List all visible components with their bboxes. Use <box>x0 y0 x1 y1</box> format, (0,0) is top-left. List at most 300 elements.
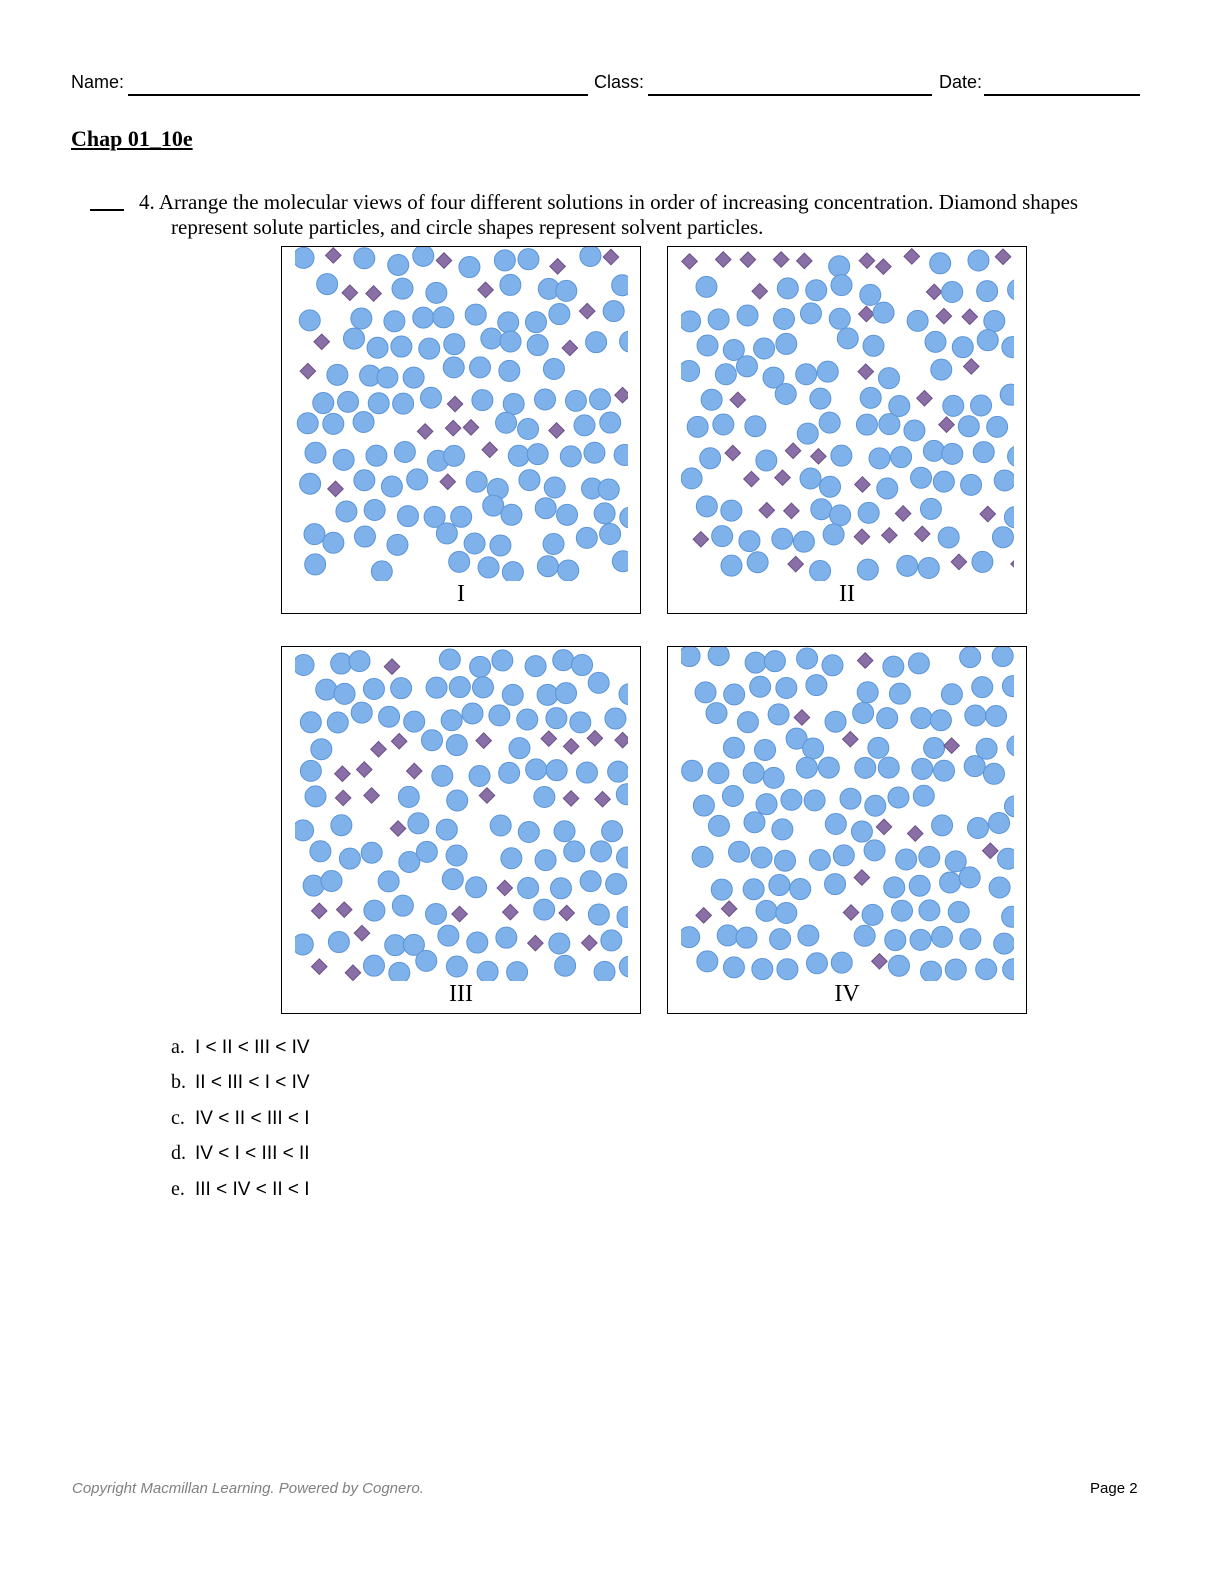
solute-diamond <box>587 730 603 746</box>
solute-diamond <box>562 340 578 356</box>
solvent-circle <box>1008 279 1014 300</box>
solvent-circle <box>339 848 360 869</box>
solvent-circle <box>441 710 462 731</box>
solvent-circle <box>869 448 890 469</box>
solvent-circle <box>1002 906 1014 927</box>
solvent-circle <box>299 310 320 331</box>
solvent-circle <box>961 474 982 495</box>
solvent-circle <box>549 304 570 325</box>
solvent-circle <box>549 933 570 954</box>
solvent-circle <box>433 307 454 328</box>
solvent-circle <box>384 311 405 332</box>
solute-diamond <box>939 417 955 433</box>
solute-diamond <box>541 731 557 747</box>
solvent-circle <box>327 364 348 385</box>
solute-diamond <box>452 906 468 922</box>
solvent-circle <box>737 305 758 326</box>
solvent-circle <box>328 932 349 953</box>
solvent-circle <box>605 708 626 729</box>
solvent-circle <box>756 794 777 815</box>
question-text-line2: represent solute particles, and circle shapes represent solvent particles. <box>171 215 764 239</box>
solvent-circle <box>518 821 539 842</box>
solvent-circle <box>770 929 791 950</box>
solvent-circle <box>436 819 457 840</box>
solvent-circle <box>416 950 437 971</box>
solvent-circle <box>860 387 881 408</box>
solvent-circle <box>407 469 428 490</box>
solute-diamond <box>744 471 760 487</box>
solute-diamond <box>696 908 712 924</box>
solute-diamond <box>479 788 495 804</box>
solvent-circle <box>923 440 944 461</box>
date-field[interactable] <box>984 94 1140 96</box>
question-text-line1: Arrange the molecular views of four different solutions in order of increasing concentration. Diamond shapes <box>158 190 1079 214</box>
solvent-circle <box>723 737 744 758</box>
solvent-circle <box>391 336 412 357</box>
solvent-circle <box>586 332 607 353</box>
solvent-circle <box>896 849 917 870</box>
molecular-view-panel <box>281 246 641 614</box>
solvent-circle <box>316 679 337 700</box>
solute-diamond <box>335 766 351 782</box>
solvent-circle <box>343 328 364 349</box>
solvent-circle <box>392 278 413 299</box>
solvent-circle <box>499 762 520 783</box>
solvent-circle <box>338 391 359 412</box>
solvent-circle <box>692 846 713 867</box>
solvent-circle <box>594 503 615 524</box>
solvent-circle <box>379 706 400 727</box>
solvent-circle <box>800 468 821 489</box>
solvent-circle <box>737 712 758 733</box>
solvent-circle <box>708 815 729 836</box>
solvent-circle <box>496 927 517 948</box>
solvent-circle <box>331 653 352 674</box>
solvent-circle <box>983 763 1004 784</box>
molecular-view-panel <box>667 646 1027 1014</box>
solvent-circle <box>777 959 798 980</box>
solute-diamond <box>528 935 544 951</box>
solvent-circle <box>775 850 796 871</box>
solvent-circle <box>363 955 384 976</box>
solvent-circle <box>336 501 357 522</box>
solute-diamond <box>391 734 407 750</box>
solvent-circle <box>865 795 886 816</box>
solute-diamond <box>445 420 461 436</box>
solvent-circle <box>603 301 624 322</box>
solvent-circle <box>776 677 797 698</box>
solvent-circle <box>472 677 493 698</box>
solute-diamond <box>963 359 979 375</box>
solvent-circle <box>724 684 745 705</box>
solvent-circle <box>535 389 556 410</box>
solvent-circle <box>938 527 959 548</box>
solvent-circle <box>931 359 952 380</box>
solute-diamond <box>843 731 859 747</box>
solvent-circle <box>464 533 485 554</box>
solvent-circle <box>620 507 628 528</box>
solvent-circle <box>361 842 382 863</box>
solvent-circle <box>449 677 470 698</box>
solvent-circle <box>736 356 757 377</box>
solvent-circle <box>711 879 732 900</box>
solute-diamond <box>725 445 741 461</box>
solvent-circle <box>483 495 504 516</box>
solvent-circle <box>986 706 1007 727</box>
solvent-circle <box>295 934 313 955</box>
solvent-circle <box>857 559 878 580</box>
solvent-circle <box>681 468 702 489</box>
solute-diamond <box>682 254 698 270</box>
solvent-circle <box>854 925 875 946</box>
solvent-circle <box>825 814 846 835</box>
solvent-circle <box>910 929 931 950</box>
solvent-circle <box>404 711 425 732</box>
answer-option-d[interactable] <box>171 1142 310 1165</box>
solute-diamond <box>951 554 967 570</box>
option-text: IV < I < III < II <box>195 1143 310 1164</box>
solvent-circle <box>888 955 909 976</box>
solvent-circle <box>466 877 487 898</box>
solvent-circle <box>800 303 821 324</box>
solute-diamond <box>1011 556 1014 572</box>
solvent-circle <box>467 932 488 953</box>
solvent-circle <box>544 477 565 498</box>
solvent-circle <box>695 682 716 703</box>
solvent-circle <box>885 930 906 951</box>
solute-diamond <box>858 364 874 380</box>
solute-diamond <box>936 308 952 324</box>
solvent-circle <box>696 276 717 297</box>
solvent-circle <box>470 656 491 677</box>
solvent-circle <box>992 527 1013 548</box>
solute-diamond <box>497 880 513 896</box>
solvent-circle <box>977 281 998 302</box>
solvent-circle <box>331 815 352 836</box>
answer-option-e[interactable] <box>171 1178 310 1201</box>
solvent-circle <box>820 476 841 497</box>
solvent-circle <box>773 309 794 330</box>
chapter-title: Chap 01_10e <box>71 126 193 151</box>
panel-label: I <box>457 581 465 607</box>
solvent-circle <box>444 334 465 355</box>
footer-copyright: Copyright Macmillan Learning. Powered by Cognero. <box>72 1480 424 1497</box>
solvent-circle <box>574 415 595 436</box>
solvent-circle <box>919 900 940 921</box>
solvent-circle <box>721 500 742 521</box>
answer-option-a[interactable] <box>171 1036 310 1059</box>
solvent-circle <box>509 738 530 759</box>
solvent-circle <box>706 703 727 724</box>
solvent-circle <box>588 672 609 693</box>
solvent-circle <box>911 708 932 729</box>
answer-blank[interactable] <box>90 209 124 211</box>
solvent-circle <box>297 413 318 434</box>
solvent-circle <box>736 927 757 948</box>
solvent-circle <box>449 551 470 572</box>
solvent-circle <box>426 282 447 303</box>
solvent-circle <box>972 677 993 698</box>
solute-diamond <box>300 363 316 379</box>
molecular-view-image <box>295 647 628 981</box>
solvent-circle <box>310 841 331 862</box>
solvent-circle <box>693 795 714 816</box>
solvent-circle <box>537 684 558 705</box>
solvent-circle <box>908 653 929 674</box>
solute-diamond <box>311 903 327 919</box>
molecular-view-panel <box>667 246 1027 614</box>
solvent-circle <box>466 471 487 492</box>
solvent-circle <box>797 423 818 444</box>
solute-diamond <box>962 309 978 325</box>
option-text: IV < II < III < I <box>195 1108 310 1129</box>
solvent-circle <box>967 817 988 838</box>
solvent-circle <box>772 819 793 840</box>
solvent-circle <box>490 815 511 836</box>
solvent-circle <box>556 280 577 301</box>
solvent-circle <box>477 961 498 981</box>
solvent-circle <box>503 393 524 414</box>
solute-diamond <box>715 252 731 268</box>
solute-diamond <box>366 286 382 302</box>
solute-diamond <box>788 556 804 572</box>
solvent-circle <box>743 879 764 900</box>
solvent-circle <box>492 650 513 671</box>
solvent-circle <box>519 470 540 491</box>
molecular-view-panel <box>281 646 641 1014</box>
question-text <box>139 190 1079 215</box>
solvent-circle <box>994 470 1014 491</box>
solvent-circle <box>806 280 827 301</box>
solvent-circle <box>525 312 546 333</box>
solvent-circle <box>776 902 797 923</box>
solvent-circle <box>413 307 434 328</box>
solvent-circle <box>354 526 375 547</box>
solvent-circle <box>385 935 406 956</box>
solute-diamond <box>326 248 342 264</box>
answer-option-c[interactable] <box>171 1107 310 1130</box>
solvent-circle <box>498 312 519 333</box>
solute-diamond <box>944 738 960 754</box>
solute-diamond <box>563 739 579 755</box>
solvent-circle <box>697 335 718 356</box>
solvent-circle <box>879 414 900 435</box>
solvent-circle <box>831 952 852 973</box>
solvent-circle <box>499 360 520 381</box>
solvent-circle <box>378 871 399 892</box>
option-text: II < III < I < IV <box>195 1072 310 1093</box>
solute-diamond <box>328 481 344 497</box>
solvent-circle <box>976 959 997 980</box>
solvent-circle <box>942 443 963 464</box>
solvent-circle <box>327 712 348 733</box>
solvent-circle <box>722 785 743 806</box>
solvent-circle <box>590 389 611 410</box>
solvent-circle <box>619 684 628 705</box>
solute-diamond <box>314 334 330 350</box>
solute-diamond <box>342 285 358 301</box>
solvent-circle <box>354 248 375 269</box>
solvent-circle <box>612 551 628 572</box>
solvent-circle <box>447 790 468 811</box>
class-field[interactable] <box>648 94 932 96</box>
solvent-circle <box>304 524 325 545</box>
solvent-circle <box>968 250 989 271</box>
solvent-circle <box>478 557 499 578</box>
solvent-circle <box>884 877 905 898</box>
solvent-circle <box>419 338 440 359</box>
solvent-circle <box>518 878 539 899</box>
solvent-circle <box>1003 959 1014 980</box>
solvent-circle <box>462 703 483 724</box>
solvent-circle <box>426 677 447 698</box>
solvent-circle <box>518 419 539 440</box>
solvent-circle <box>830 505 851 526</box>
option-letter: c. <box>171 1107 185 1129</box>
solute-diamond <box>775 470 791 486</box>
solvent-circle <box>715 364 736 385</box>
solvent-circle <box>891 900 912 921</box>
solvent-circle <box>608 761 628 782</box>
solvent-circle <box>366 445 387 466</box>
solute-diamond <box>603 249 619 265</box>
solvent-circle <box>295 655 314 676</box>
solute-diamond <box>503 904 519 920</box>
solvent-circle <box>496 412 517 433</box>
solvent-circle <box>729 841 750 862</box>
solvent-circle <box>389 962 410 981</box>
solvent-circle <box>919 846 940 867</box>
solvent-circle <box>945 959 966 980</box>
solute-diamond <box>476 733 492 749</box>
panel-label: III <box>449 981 473 1007</box>
solvent-circle <box>739 531 760 552</box>
solute-diamond <box>436 253 452 269</box>
solvent-circle <box>989 812 1010 833</box>
solvent-circle <box>723 957 744 978</box>
solvent-circle <box>747 552 768 573</box>
solvent-circle <box>713 414 734 435</box>
date-label: Date: <box>939 72 983 92</box>
solvent-circle <box>600 524 621 545</box>
solvent-circle <box>576 762 597 783</box>
solvent-circle <box>811 499 832 520</box>
solute-diamond <box>872 954 888 970</box>
solvent-circle <box>600 412 621 433</box>
solvent-circle <box>873 302 894 323</box>
class-label: Class: <box>594 72 645 92</box>
solvent-circle <box>864 840 885 861</box>
solvent-circle <box>333 449 354 470</box>
solute-diamond <box>907 826 923 842</box>
solvent-circle <box>387 534 408 555</box>
solvent-circle <box>534 899 555 920</box>
solvent-circle <box>543 359 564 380</box>
solute-diamond <box>721 901 737 917</box>
solvent-circle <box>721 555 742 576</box>
solvent-circle <box>481 328 502 349</box>
solvent-circle <box>750 676 771 697</box>
solvent-circle <box>584 442 605 463</box>
solvent-circle <box>803 738 824 759</box>
solvent-circle <box>403 367 424 388</box>
solvent-circle <box>354 470 375 491</box>
solute-diamond <box>615 732 628 748</box>
solvent-circle <box>769 875 790 896</box>
solvent-circle <box>598 479 619 500</box>
solvent-circle <box>351 702 372 723</box>
solute-diamond <box>440 474 456 490</box>
solvent-circle <box>1002 337 1014 358</box>
solvent-circle <box>883 656 904 677</box>
solvent-circle <box>804 790 825 811</box>
solvent-circle <box>817 361 838 382</box>
solvent-circle <box>1004 507 1014 528</box>
solvent-circle <box>921 961 942 981</box>
solvent-circle <box>772 528 793 549</box>
solvent-circle <box>432 765 453 786</box>
solvent-circle <box>620 331 628 352</box>
solvent-circle <box>334 683 355 704</box>
solvent-circle <box>351 308 372 329</box>
solvent-circle <box>494 250 515 271</box>
solvent-circle <box>349 651 370 672</box>
solvent-circle <box>388 254 409 275</box>
solvent-circle <box>305 554 326 575</box>
solvent-circle <box>681 927 700 948</box>
solvent-circle <box>554 821 575 842</box>
solvent-circle <box>889 683 910 704</box>
solvent-circle <box>470 357 491 378</box>
solvent-circle <box>819 412 840 433</box>
molecular-view-image <box>681 247 1014 581</box>
solute-diamond <box>579 303 595 319</box>
option-letter: b. <box>171 1071 186 1093</box>
solvent-circle <box>444 445 465 466</box>
name-label: Name: <box>71 72 125 92</box>
option-letter: d. <box>171 1142 186 1164</box>
solvent-circle <box>831 275 852 296</box>
solvent-circle <box>743 762 764 783</box>
solvent-circle <box>909 875 930 896</box>
name-field[interactable] <box>128 94 588 96</box>
solvent-circle <box>557 504 578 525</box>
solvent-circle <box>925 331 946 352</box>
solvent-circle <box>924 738 945 759</box>
solvent-circle <box>381 476 402 497</box>
solvent-circle <box>862 904 883 925</box>
solvent-circle <box>912 758 933 779</box>
solvent-circle <box>353 411 374 432</box>
solvent-circle <box>591 841 612 862</box>
answer-option-b[interactable] <box>171 1071 310 1094</box>
solvent-circle <box>833 845 854 866</box>
solvent-circle <box>754 338 775 359</box>
solute-diamond <box>983 843 999 859</box>
solvent-circle <box>913 785 934 806</box>
solvent-circle <box>822 655 843 676</box>
molecular-view-image <box>295 247 628 581</box>
panel-label: IV <box>834 981 860 1007</box>
solute-diamond <box>895 506 911 522</box>
solute-diamond <box>859 253 875 269</box>
solvent-circle <box>601 930 622 951</box>
solvent-circle <box>997 848 1014 869</box>
solvent-circle <box>500 331 521 352</box>
solvent-circle <box>421 730 442 751</box>
solvent-circle <box>756 450 777 471</box>
solvent-circle <box>960 647 981 668</box>
